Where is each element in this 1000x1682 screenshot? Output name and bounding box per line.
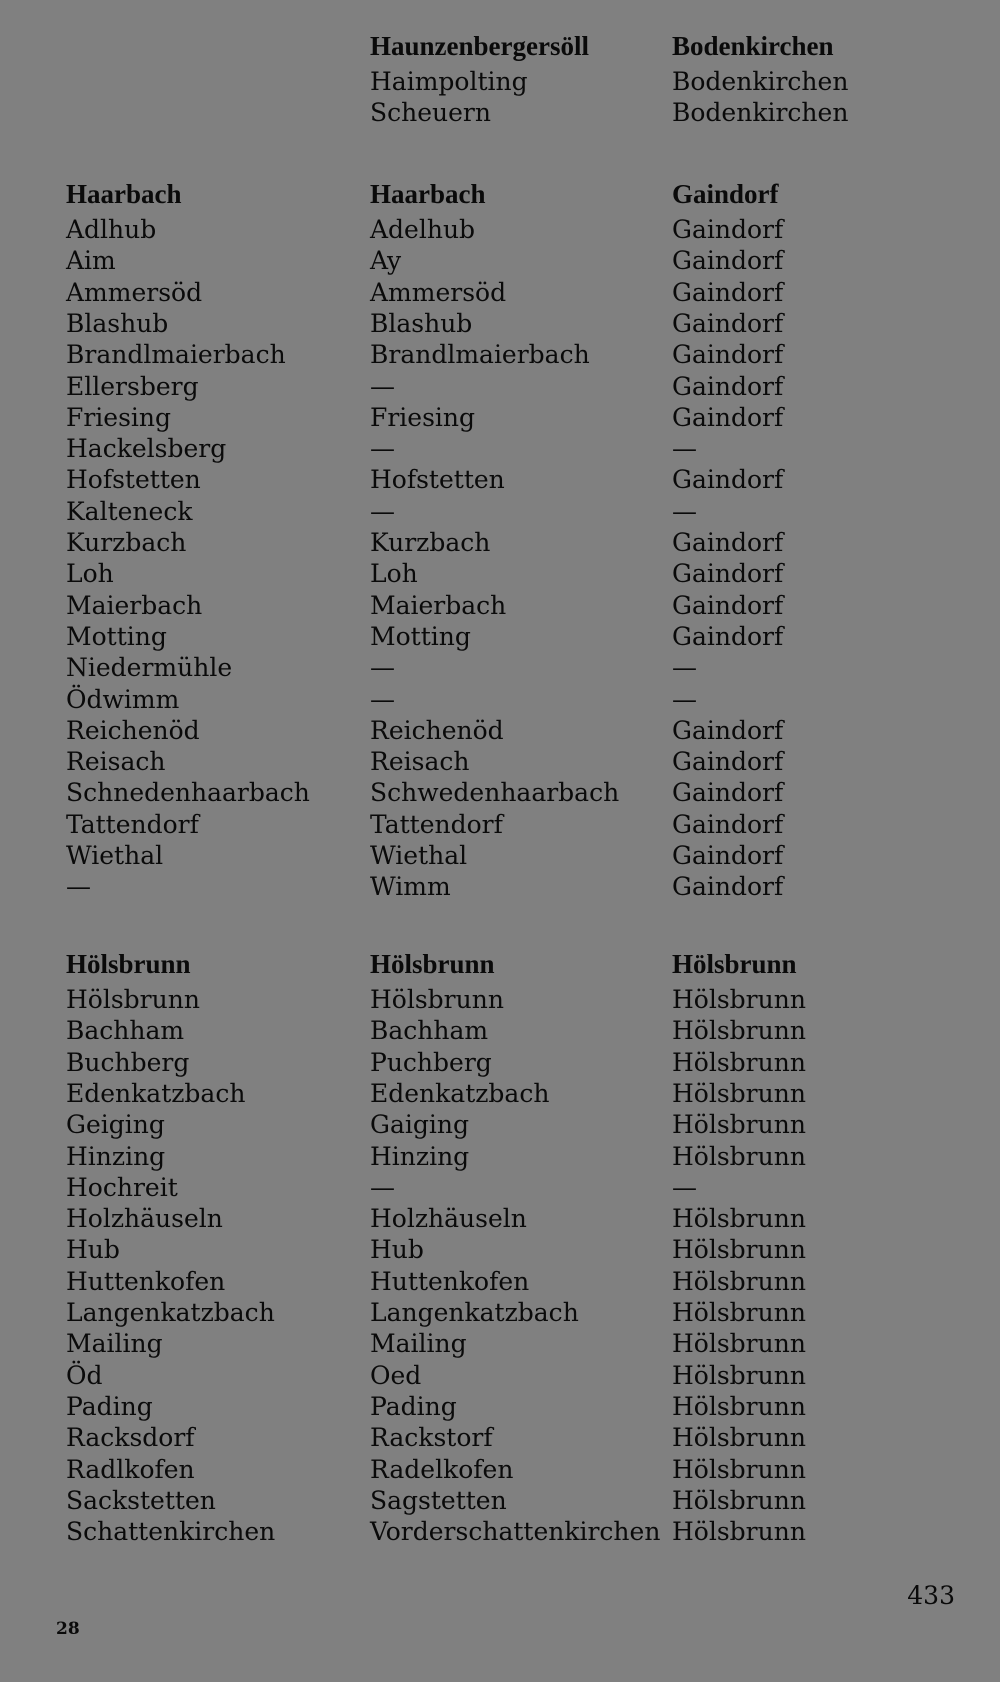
table-cell-col2: Oed [370,1361,422,1390]
section-heading-row [0,178,1000,210]
table-cell-col2: Ay [370,246,402,275]
table-cell-col1: Radlkofen [66,1455,195,1484]
table-cell-col1: Motting [66,622,167,651]
table-row [0,1297,1000,1329]
table-cell-col3: Hölsbrunn [672,1110,806,1139]
heading-cell-col2: Hölsbrunn [370,949,495,979]
table-cell-col1: Buchberg [66,1048,190,1077]
table-row [0,590,1000,622]
table-row [0,1141,1000,1173]
table-cell-col2: — [370,372,395,401]
table-row [0,809,1000,841]
table-row [0,308,1000,340]
table-row [0,1015,1000,1047]
table-row [0,1047,1000,1079]
table-cell-col3: Hölsbrunn [672,1517,806,1546]
table-cell-col2: Scheuern [370,98,491,127]
section-heading-row [0,948,1000,980]
table-row [0,1422,1000,1454]
table-cell-col3: Gaindorf [672,841,784,870]
table-cell-col2: Wiethal [370,841,468,870]
heading-cell-col3: Bodenkirchen [672,31,834,61]
table-cell-col3: Gaindorf [672,246,784,275]
table-cell-col2: Edenkatzbach [370,1079,550,1108]
table-cell-col3: Gaindorf [672,403,784,432]
table-row [0,684,1000,716]
table-row [0,277,1000,309]
table-cell-col1: Reisach [66,747,166,776]
table-row [0,984,1000,1016]
table-cell-col1: Tattendorf [66,810,199,839]
table-cell-col1: Adlhub [66,215,157,244]
table-cell-col2: Hinzing [370,1142,470,1171]
table-cell-col1: Geiging [66,1110,165,1139]
table-row [0,1454,1000,1486]
section-heading-row [0,30,1000,62]
table-cell-col2: Blashub [370,309,473,338]
table-cell-col2: — [370,497,395,526]
table-cell-col2: Schwedenhaarbach [370,778,620,807]
heading-cell-col3: Hölsbrunn [672,949,797,979]
table-cell-col2: Brandlmaierbach [370,340,590,369]
table-cell-col2: Langenkatzbach [370,1298,579,1327]
table-cell-col1: Schattenkirchen [66,1517,276,1546]
table-row [0,1172,1000,1204]
table-cell-col1: Hölsbrunn [66,985,200,1014]
table-cell-col3: Hölsbrunn [672,985,806,1014]
table-cell-col1: Ellersberg [66,372,199,401]
table-cell-col1: Holzhäuseln [66,1204,223,1233]
table-cell-col3: Gaindorf [672,528,784,557]
table-cell-col2: Motting [370,622,471,651]
table-cell-col1: Hochreit [66,1173,178,1202]
table-row [0,621,1000,653]
table-cell-col3: Gaindorf [672,810,784,839]
table-cell-col2: — [370,685,395,714]
table-cell-col1: Reichenöd [66,716,200,745]
table-cell-col2: — [370,1173,395,1202]
table-cell-col3: Gaindorf [672,716,784,745]
heading-cell-col2: Haarbach [370,179,486,209]
table-cell-col1: Friesing [66,403,172,432]
table-cell-col2: — [370,434,395,463]
table-cell-col3: Hölsbrunn [672,1204,806,1233]
table-cell-col3: Gaindorf [672,309,784,338]
heading-cell-col1: Hölsbrunn [66,949,191,979]
table-cell-col2: Bachham [370,1016,489,1045]
table-cell-col2: Holzhäuseln [370,1204,527,1233]
table-cell-col2: Pading [370,1392,457,1421]
table-cell-col1: Kurzbach [66,528,187,557]
table-row [0,1078,1000,1110]
table-cell-col2: Hub [370,1235,424,1264]
table-cell-col3: — [672,1173,697,1202]
table-cell-col2: Maierbach [370,591,507,620]
table-cell-col3: Hölsbrunn [672,1361,806,1390]
table-cell-col2: Mailing [370,1329,467,1358]
table-cell-col1: — [66,872,91,901]
table-cell-col2: Loh [370,559,418,588]
table-cell-col1: Hofstetten [66,465,201,494]
table-cell-col3: Hölsbrunn [672,1079,806,1108]
table-row [0,558,1000,590]
table-cell-col1: Edenkatzbach [66,1079,246,1108]
table-row [0,777,1000,809]
table-cell-col3: — [672,685,697,714]
table-row [0,652,1000,684]
table-cell-col2: Gaiging [370,1110,469,1139]
table-cell-col3: Hölsbrunn [672,1267,806,1296]
table-cell-col3: Gaindorf [672,778,784,807]
table-cell-col3: Gaindorf [672,591,784,620]
table-row [0,464,1000,496]
heading-cell-col1: Haarbach [66,179,182,209]
table-cell-col3: Gaindorf [672,278,784,307]
table-cell-col1: Niedermühle [66,653,233,682]
table-cell-col1: Mailing [66,1329,163,1358]
table-cell-col3: Hölsbrunn [672,1235,806,1264]
table-cell-col2: Adelhub [370,215,476,244]
table-cell-col2: Huttenkofen [370,1267,530,1296]
heading-cell-col3: Gaindorf [672,179,779,209]
heading-cell-col2: Haunzenbergersöll [370,31,589,61]
table-row [0,97,1000,129]
table-row [0,245,1000,277]
table-cell-col1: Hinzing [66,1142,166,1171]
table-row [0,871,1000,903]
table-cell-col2: Sagstetten [370,1486,507,1515]
table-cell-col1: Wiethal [66,841,164,870]
table-cell-col2: Kurzbach [370,528,491,557]
page-number: 433 [907,1581,955,1610]
table-cell-col1: Ammersöd [66,278,203,307]
table-cell-col3: Gaindorf [672,622,784,651]
table-cell-col2: — [370,653,395,682]
table-cell-col3: Hölsbrunn [672,1298,806,1327]
table-cell-col2: Hölsbrunn [370,985,504,1014]
table-row [0,840,1000,872]
table-row [0,339,1000,371]
table-cell-col3: Hölsbrunn [672,1048,806,1077]
table-cell-col1: Maierbach [66,591,203,620]
table-cell-col3: — [672,653,697,682]
table-cell-col3: Bodenkirchen [672,98,849,127]
table-cell-col3: — [672,434,697,463]
table-cell-col1: Öd [66,1361,103,1390]
table-cell-col1: Schnedenhaarbach [66,778,310,807]
table-cell-col3: Gaindorf [672,872,784,901]
table-cell-col2: Reisach [370,747,470,776]
table-cell-col3: Hölsbrunn [672,1486,806,1515]
table-row [0,1266,1000,1298]
table-cell-col2: Rackstorf [370,1423,493,1452]
table-cell-col2: Tattendorf [370,810,503,839]
table-cell-col3: Hölsbrunn [672,1423,806,1452]
table-cell-col1: Sackstetten [66,1486,216,1515]
signature-mark: 28 [56,1619,80,1639]
table-cell-col1: Loh [66,559,114,588]
table-row [0,1360,1000,1392]
table-cell-col1: Langenkatzbach [66,1298,275,1327]
table-cell-col3: — [672,497,697,526]
table-cell-col2: Wimm [370,872,451,901]
table-cell-col3: Gaindorf [672,559,784,588]
table-cell-col2: Reichenöd [370,716,504,745]
table-cell-col3: Hölsbrunn [672,1329,806,1358]
table-cell-col2: Hofstetten [370,465,505,494]
table-cell-col3: Gaindorf [672,465,784,494]
table-row [0,1391,1000,1423]
table-cell-col1: Brandlmaierbach [66,340,286,369]
table-cell-col1: Bachham [66,1016,185,1045]
table-row [0,66,1000,98]
table-cell-col3: Hölsbrunn [672,1392,806,1421]
table-row [0,746,1000,778]
table-row [0,715,1000,747]
table-cell-col2: Haimpolting [370,67,528,96]
table-row [0,433,1000,465]
table-cell-col3: Gaindorf [672,340,784,369]
table-cell-col1: Hackelsberg [66,434,227,463]
table-row [0,1234,1000,1266]
table-row [0,527,1000,559]
table-cell-col3: Hölsbrunn [672,1455,806,1484]
table-row [0,496,1000,528]
table-cell-col1: Huttenkofen [66,1267,226,1296]
table-cell-col1: Kalteneck [66,497,193,526]
table-row [0,1109,1000,1141]
table-cell-col1: Aim [66,246,116,275]
table-row [0,371,1000,403]
table-cell-col3: Gaindorf [672,215,784,244]
table-cell-col1: Pading [66,1392,153,1421]
table-cell-col1: Racksdorf [66,1423,195,1452]
table-row [0,1203,1000,1235]
table-cell-col2: Friesing [370,403,476,432]
table-cell-col1: Ödwimm [66,685,180,714]
table-cell-col2: Ammersöd [370,278,507,307]
table-row [0,1516,1000,1548]
table-cell-col1: Blashub [66,309,169,338]
table-cell-col2: Puchberg [370,1048,492,1077]
table-cell-col2: Radelkofen [370,1455,514,1484]
table-cell-col3: Gaindorf [672,747,784,776]
table-row [0,214,1000,246]
table-cell-col3: Bodenkirchen [672,67,849,96]
table-row [0,1485,1000,1517]
table-cell-col2: Vorderschattenkirchen [370,1517,661,1546]
table-row [0,402,1000,434]
table-row [0,1328,1000,1360]
table-cell-col3: Hölsbrunn [672,1016,806,1045]
table-cell-col1: Hub [66,1235,120,1264]
table-cell-col3: Hölsbrunn [672,1142,806,1171]
table-cell-col3: Gaindorf [672,372,784,401]
